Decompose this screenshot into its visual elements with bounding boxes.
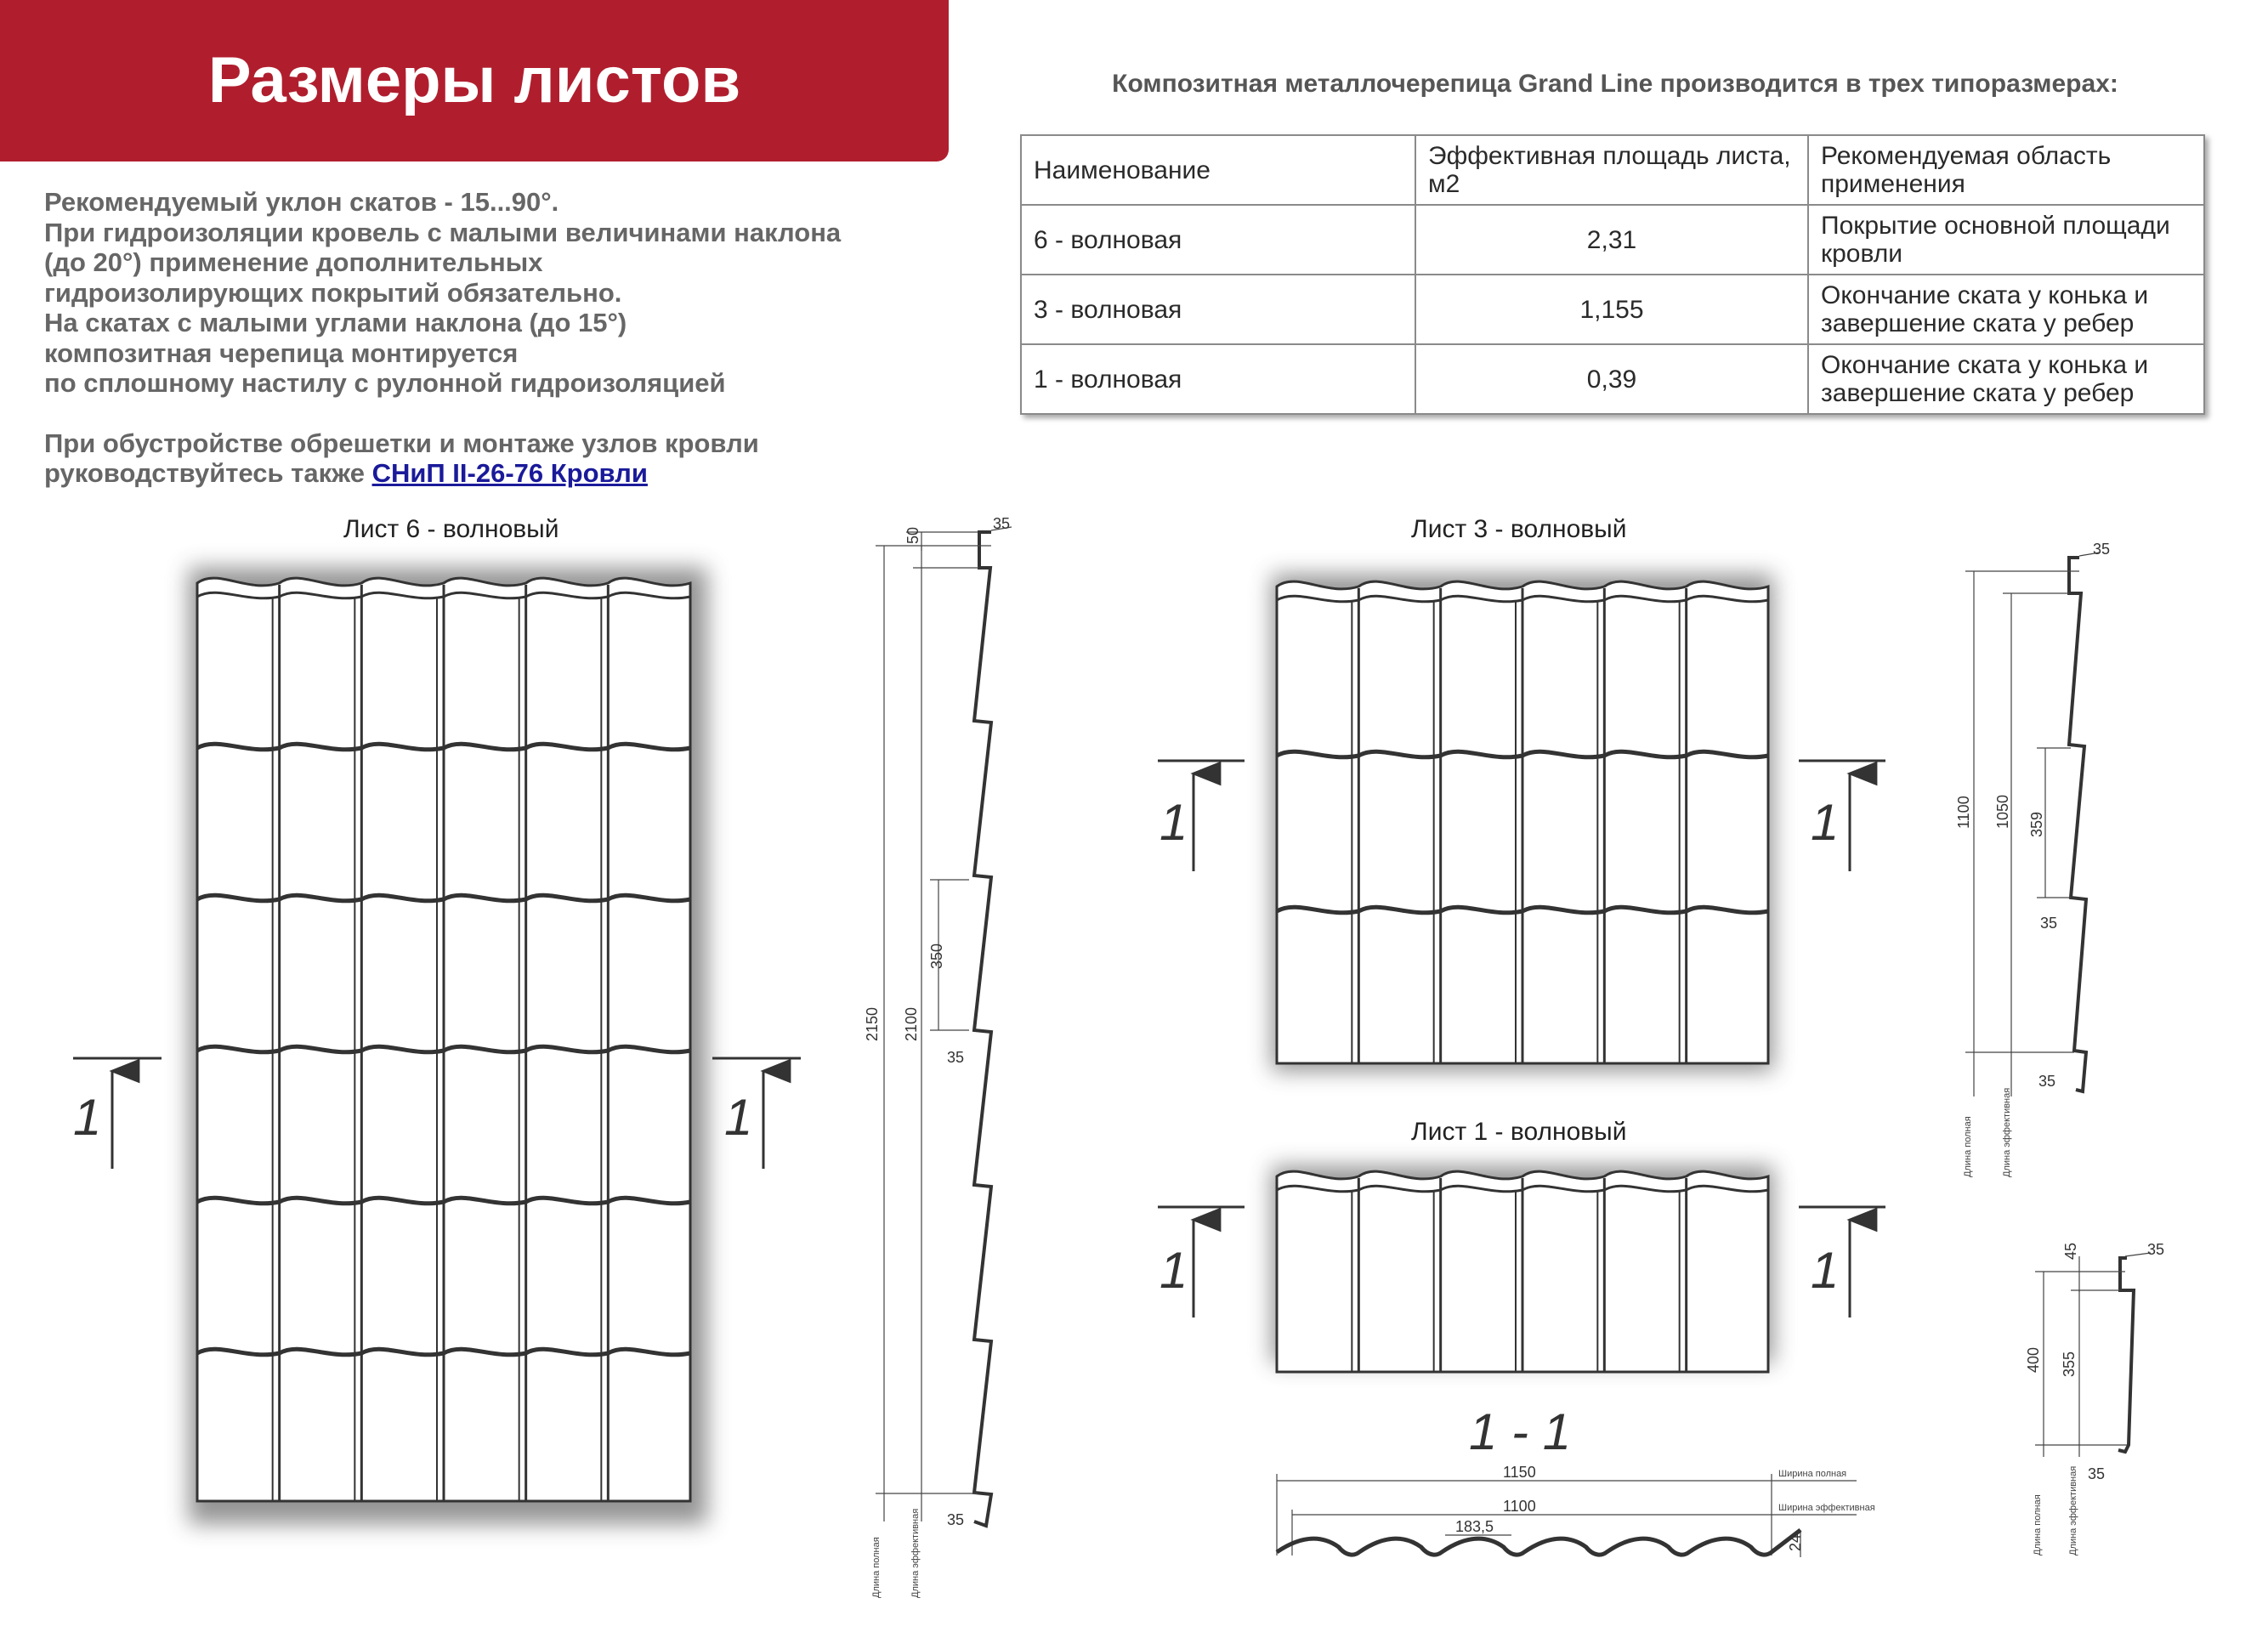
- profile-6: [864, 515, 1012, 1598]
- table-heading: Композитная металлочерепица Grand Line производится в трех типоразмерах:: [1112, 70, 2118, 98]
- label-full-width: Ширина полная: [1778, 1469, 1847, 1479]
- dim-wave-pitch: 183,5: [1455, 1518, 1494, 1535]
- label-effective-length: Длина эффективная: [2002, 1087, 2012, 1177]
- intro-line: (до 20°) применение дополнительных: [44, 247, 543, 277]
- dim-overlap: 50: [904, 526, 921, 544]
- section-label: 1 - 1: [1469, 1403, 1572, 1460]
- intro-line: композитная черепица монтируется: [44, 337, 519, 368]
- label-full-length: Длина полная: [1963, 1116, 1973, 1177]
- profile-6-dimensions: [876, 527, 1012, 1522]
- dim-bottom-step: 35: [2088, 1465, 2106, 1482]
- intro-line: На скатах с малыми углами наклона (до 15°): [44, 308, 627, 337]
- sheet-6-title: Лист 6 - волновый: [343, 515, 559, 543]
- dim-effective-length: 355: [2061, 1351, 2078, 1377]
- dim-tile-step: 350: [928, 943, 945, 969]
- page-title: Размеры листов: [207, 44, 741, 116]
- label-effective-length: Длина эффективная: [910, 1508, 921, 1598]
- dim-effective-length: 2100: [903, 1006, 920, 1041]
- cell-usage: Покрытие основной площади кровли: [1808, 205, 2204, 275]
- dim-effective-length: 1050: [1994, 794, 2011, 829]
- profile-1-line: [2118, 1258, 2134, 1452]
- cell-area: 0,39: [1415, 344, 1808, 414]
- section-number: 1: [73, 1089, 102, 1146]
- section-number: 1: [1160, 1242, 1188, 1299]
- sheet-1-drawing: [1272, 1166, 1773, 1372]
- dim-full-width: 1150: [1503, 1464, 1536, 1481]
- column-header: Рекомендуемая область применения: [1808, 135, 2204, 205]
- dim-full-length: 1100: [1955, 796, 1972, 829]
- dim-bottom-step: 35: [2038, 1073, 2056, 1090]
- profile-1-dimensions: [2035, 1253, 2151, 1457]
- profile-3-line: [2069, 558, 2086, 1091]
- guidance-line: При обустройстве обрешетки и монтаже узлов кровли: [44, 428, 759, 458]
- intro-line: При гидроизоляции кровель с малыми величинами наклона: [44, 217, 842, 247]
- dim-step: 35: [993, 515, 1011, 532]
- cell-name: 1 - волновая: [1021, 344, 1415, 414]
- label-effective-width: Ширина эффективная: [1778, 1503, 1875, 1513]
- dim-effective-width: 1100: [1503, 1498, 1536, 1515]
- sheet-1-tiles: [1277, 1171, 1768, 1372]
- column-header: Эффективная площадь листа, м2: [1415, 135, 1808, 205]
- dim-tile-step: 359: [2028, 811, 2045, 837]
- profile-6-line: [974, 532, 991, 1526]
- section-number: 1: [1811, 1242, 1840, 1299]
- snip-link[interactable]: СНиП II-26-76 Кровли: [371, 458, 648, 488]
- sheet-6-tiles: [197, 578, 690, 1501]
- intro-line: Рекомендуемый уклон скатов - 15...90°.: [44, 187, 559, 217]
- section-number: 1: [1160, 794, 1188, 851]
- label-full-length: Длина полная: [2033, 1494, 2043, 1556]
- sheet-6-drawing: [189, 568, 707, 1524]
- intro-line: гидроизолирующих покрытий обязательно.: [44, 277, 622, 308]
- dim-overlap: 45: [2062, 1242, 2079, 1260]
- dim-step: 35: [2093, 541, 2111, 558]
- cell-usage: Окончание ската у конька и завершение ската у ребер: [1808, 275, 2204, 344]
- cell-area: 2,31: [1415, 205, 1808, 275]
- sheet-3-title: Лист 3 - волновый: [1411, 515, 1627, 543]
- dim-mid-step: 35: [2040, 915, 2058, 932]
- intro-line: по сплошному настилу с рулонной гидроизоляцией: [44, 368, 726, 398]
- profile-3: [1955, 541, 2110, 1177]
- cell-usage: Окончание ската у конька и завершение ската у ребер: [1808, 344, 2204, 414]
- guidance-prefix: руководствуйтесь также: [44, 458, 372, 488]
- section-number: 1: [1811, 794, 1840, 851]
- dim-full-length: 2150: [864, 1006, 881, 1041]
- cell-name: 6 - волновая: [1021, 205, 1415, 275]
- column-header: Наименование: [1021, 135, 1415, 205]
- sheet-3-tiles: [1277, 581, 1768, 1063]
- section-profile-wave: [1277, 1530, 1800, 1555]
- label-full-length: Длина полная: [871, 1537, 882, 1598]
- section-1-1: [1277, 1403, 1875, 1557]
- dim-step: 35: [947, 1049, 965, 1066]
- cell-name: 3 - волновая: [1021, 275, 1415, 344]
- dim-bottom-step: 35: [947, 1511, 965, 1528]
- dim-step: 35: [2147, 1241, 2165, 1258]
- dim-full-length: 400: [2025, 1346, 2042, 1373]
- cell-area: 1,155: [1415, 275, 1808, 344]
- profile-1: [2025, 1241, 2164, 1556]
- section-number: 1: [724, 1089, 753, 1146]
- sheet-1-title: Лист 1 - волновый: [1411, 1118, 1627, 1146]
- sheet-3-drawing: [1272, 575, 1773, 1071]
- section-dimensions: [1277, 1474, 1857, 1557]
- label-effective-length: Длина эффективная: [2068, 1465, 2078, 1556]
- dim-profile-height: 24: [1787, 1533, 1804, 1551]
